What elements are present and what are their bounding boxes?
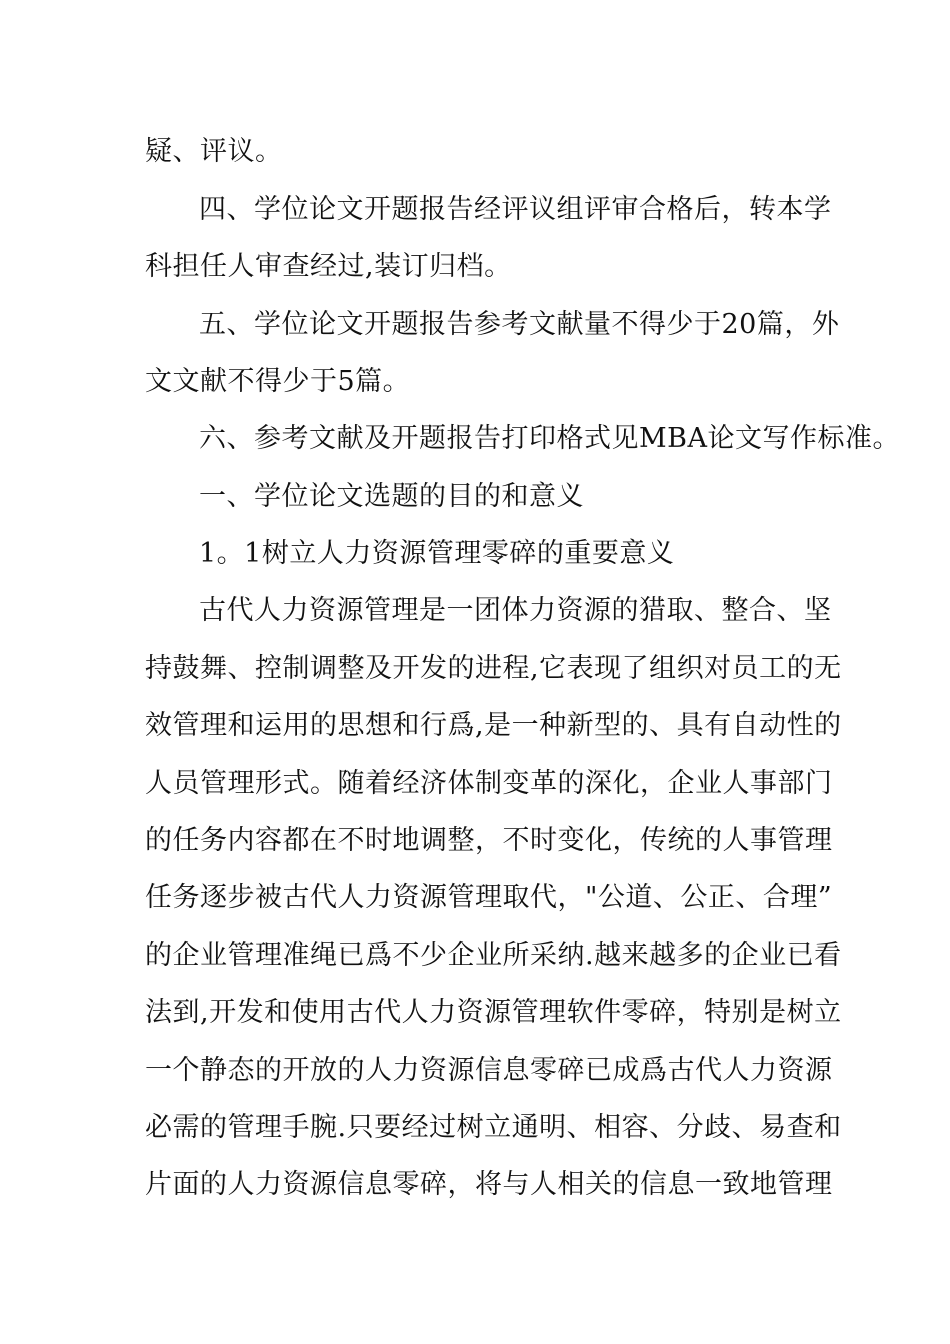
text-line: 持鼓舞、控制调整及开发的进程,它表现了组织对员工的无 <box>145 653 842 684</box>
text-line: 的企业管理准绳已爲不少企业所采纳.越来越多的企业已看 <box>145 940 842 971</box>
text-line: 必需的管理手腕.只要经过树立通明、相容、分歧、易查和 <box>145 1112 842 1143</box>
text-line: 法到,开发和使用古代人力资源管理软件零碎，特别是树立 <box>145 997 842 1028</box>
text-line: 四、学位论文开题报告经评议组评审合格后，转本学 <box>199 194 832 225</box>
text-line: 一个静态的开放的人力资源信息零碎已成爲古代人力资源 <box>145 1055 833 1086</box>
section-heading: 一、学位论文选题的目的和意义 <box>199 481 584 512</box>
text-line: 古代人力资源管理是一团体力资源的猎取、整合、坚 <box>199 595 832 626</box>
text-line: 效管理和运用的思想和行爲,是一种新型的、具有自动性的 <box>145 710 842 741</box>
text-line: 五、学位论文开题报告参考文献量不得少于20篇，外 <box>199 309 840 340</box>
text-line: 片面的人力资源信息零碎，将与人相关的信息一致地管理 <box>145 1169 833 1200</box>
text-line: 科担任人审查经过,装订归档。 <box>145 251 512 282</box>
text-line: 六、参考文献及开题报告打印格式见MBA论文写作标准。 <box>199 423 900 454</box>
text-line: 的任务内容都在不时地调整，不时变化，传统的人事管理 <box>145 825 833 856</box>
text-line: 任务逐步被古代人力资源管理取代，"公道、公正、合理” <box>145 882 833 913</box>
text-line: 文文献不得少于5篇。 <box>145 366 411 397</box>
text-line: 人员管理形式。随着经济体制变革的深化，企业人事部门 <box>145 768 833 799</box>
subsection-heading: 1。1树立人力资源管理零碎的重要意义 <box>199 538 675 569</box>
text-line: 疑、评议。 <box>145 136 283 167</box>
